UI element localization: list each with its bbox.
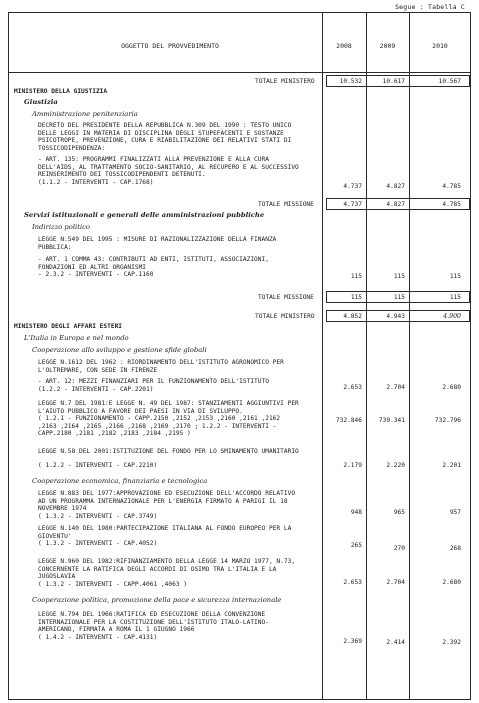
value-2008: 732.846: [335, 417, 362, 424]
value-2010: 732.796: [434, 417, 461, 424]
value-2010: 115: [449, 273, 461, 280]
value-2010: 268: [449, 545, 461, 552]
law-text: LEGGE N.1612 DEL 1962 : RIORDINAMENTO DELL'ISTITUTO AGRONOMICO PER L'OLTREMARE, CON SEDE IN FIRENZE: [38, 359, 284, 374]
value-2008: 2.179: [343, 462, 362, 469]
missione-2008: 115: [350, 294, 362, 301]
ministero-2008: 4.852: [343, 313, 362, 320]
law-text: LEGGE N.7 DEL 1981:E LEGGE N. 49 DEL 1987: STANZIAMENTI AGGIUNTIVI PER L'AIUTO PUBBLICO A FAVORE DEI PAESI IN VIA DI SVILUPPO. ( 1.2.1 - FUNZIONAMENTO - CAPP.2150 ,2152 ,2153 ,2160 ,2161 ,2162 ,2163 ,2164 ,2165 ,2166 ,2168 ,2169 ,2170 ; 1.2.2 - INTERVENTI - CAPP.2180 ,2181 ,2182 ,2183 ,2184 ,2195 ): [38, 400, 299, 438]
total-2010: 10.567: [438, 78, 461, 85]
ministero-2009: 4.943: [386, 313, 405, 320]
decree-text: DECRETO DEL PRESIDENTE DELLA REPUBBLICA N.309 DEL 1990 : TESTO UNICO DELLE LEGGI IN MATERIA DI DISCIPLINA DEGLI STUPEFACENTI E SOSTANZE PSICOTROPE, PREVENZIONE, CURA E RIABILITAZIONE DEI RELATIVI STATI DI TOSSICODIPENDENZA:: [38, 122, 292, 152]
law-text: LEGGE N.960 DEL 1982:RIFINANZIAMENTO DELLA LEGGE 14 MARZO 1977, N.73, CONCERNENTE LA RATIFICA DEGLI ACCORDI DI OSIMO TRA L'ITALIA E LA JUGOSLAVIA ( 1.3.2 - INTERVENTI - CAPP.4061 ,4063 ): [38, 558, 296, 588]
article-text: - ART. 135: PROGRAMMI FINALIZZATI ALLA PREVENZIONE E ALLA CURA DELL'AIDS, AL TRATTAMENTO SOCIO-SANITARIO, AL RECUPERO E AL SUCCESSIVO REINSERIMENTO DEI TOSSICODIPENDENTI DETENUTI. (1.1.2 - INTERVENTI - CAP.1768): [38, 156, 299, 186]
ministry-title: MINISTERO DEGLI AFFARI ESTERI: [14, 323, 123, 330]
value-2010: 2.680: [442, 579, 461, 586]
law-text: LEGGE N.794 DEL 1966:RATIFICA ED ESECUZIONE DELLA CONVENZIONE INTERNAZIONALE PER LA COSTITUZIONE DELL'ISTITUTO ITALO-LATINO- AMERICANO, FIRMATA A ROMA IL 1 GIUGNO 1966 ( 1.4.2 - INTERVENTI - CAP.4131): [38, 611, 269, 641]
ministero-label: TOTALE MINISTERO: [255, 313, 315, 320]
value-2008: 115: [350, 273, 362, 280]
total-2009: 10.617: [382, 78, 405, 85]
column-divider: [366, 12, 367, 700]
subsection-title: Indirizzo politico: [32, 223, 91, 231]
column-divider: [409, 12, 410, 700]
law-text: LEGGE N.58 DEL 2001:ISTITUZIONE DEL FONDO PER LO SMINAMENTO UMANITARIO: [38, 448, 299, 455]
missione-2008: 4.737: [343, 201, 362, 208]
subsection-title: Cooperazione economica, finanziaria e tecnologica: [32, 477, 208, 485]
missione-label: TOTALE MISSIONE: [258, 294, 314, 301]
value-2008: 2.653: [343, 579, 362, 586]
column-header-object: OGGETTO DEL PROVVEDIMENTO: [121, 42, 219, 50]
section-title: Servizi istituzionali e generali delle amministrazioni pubbliche: [24, 211, 265, 219]
total-2008: 10.532: [339, 78, 362, 85]
missione-2010: 4.785: [442, 201, 461, 208]
article-text: ( 1.2.2 - INTERVENTI - CAP.2210): [38, 462, 158, 469]
value-2010: 4.785: [442, 183, 461, 190]
value-2009: 965: [393, 509, 405, 516]
column-divider: [322, 12, 323, 700]
value-2010: 2.680: [442, 384, 461, 391]
value-2009: 2.704: [386, 384, 405, 391]
ministry-title: MINISTERO DELLA GIUSTIZIA: [14, 88, 108, 95]
value-2009: 2.220: [386, 462, 405, 469]
header-divider: [8, 72, 471, 73]
value-2010: 2.392: [442, 639, 461, 646]
missione-2009: 4.827: [386, 201, 405, 208]
value-2009: 2.414: [386, 639, 405, 646]
value-2008: 2.653: [343, 384, 362, 391]
column-header-2009: 2009: [379, 42, 396, 50]
subsection-title: Amministrazione penitenziaria: [32, 110, 138, 118]
value-2009: 4.827: [386, 183, 405, 190]
table-reference: Segue : Tabella C: [395, 3, 465, 11]
article-text: - ART. 12: MEZZI FINANZIARI PER IL FUNZIONAMENTO DELL'ISTITUTO (1.2.2 - INTERVENTI - CAP.2201): [38, 378, 269, 393]
column-header-2008: 2008: [336, 42, 352, 50]
value-2008: 265: [350, 542, 362, 549]
missione-label: TOTALE MISSIONE: [258, 201, 314, 208]
value-2008: 4.737: [343, 183, 362, 190]
article-text: - ART. 1 COMMA 43: CONTRIBUTI AD ENTI, ISTITUTI, ASSOCIAZIONI, FONDAZIONI ED ALTRI ORGANISMI - 2.3.2 - INTERVENTI - CAP.1160: [38, 256, 269, 279]
section-title: Giustizia: [24, 98, 58, 106]
ministero-2010: 4.900: [443, 313, 461, 320]
value-2009: 270: [393, 545, 405, 552]
missione-2010: 115: [449, 294, 461, 301]
section-title: L'Italia in Europa e nel mondo: [24, 334, 129, 342]
value-2008: 2.369: [343, 638, 362, 645]
column-header-2010: 2010: [432, 42, 448, 50]
subsection-title: Cooperazione allo sviluppo e gestione sfide globali: [32, 346, 207, 354]
missione-2009: 115: [393, 294, 405, 301]
value-2009: 739.341: [378, 417, 405, 424]
total-label: TOTALE MINISTERO: [255, 78, 315, 85]
value-2009: 115: [393, 273, 405, 280]
value-2010: 2.201: [442, 462, 461, 469]
subsection-title: Cooperazione politica, promozione della pace e sicurezza internazionale: [32, 596, 282, 604]
value-2008: 948: [350, 509, 362, 516]
value-2009: 2.704: [386, 579, 405, 586]
value-2010: 957: [449, 509, 461, 516]
law-text: LEGGE N.549 DEL 1995 : MISURE DI RAZIONALIZZAZIONE DELLA FINANZA PUBBLICA:: [38, 236, 277, 251]
law-text: LEGGE N.883 DEL 1977:APPROVAZIONE ED ESECUZIONE DELL'ACCORDO RELATIVO AD UN PROGRAMMA INTERNAZIONALE PER L'ENERGIA FIRMATO A PARIGI IL 18 NOVEMBRE 1974 ( 1.3.2 - INTERVENTI - CAP.3749): [38, 490, 296, 520]
law-text: LEGGE N.140 DEL 1980:PARTECIPAZIONE ITALIANA AL FONDO EUROPEO PER LA GIOVENTU' ( 1.3.2 - INTERVENTI - CAP.4052): [38, 525, 292, 548]
